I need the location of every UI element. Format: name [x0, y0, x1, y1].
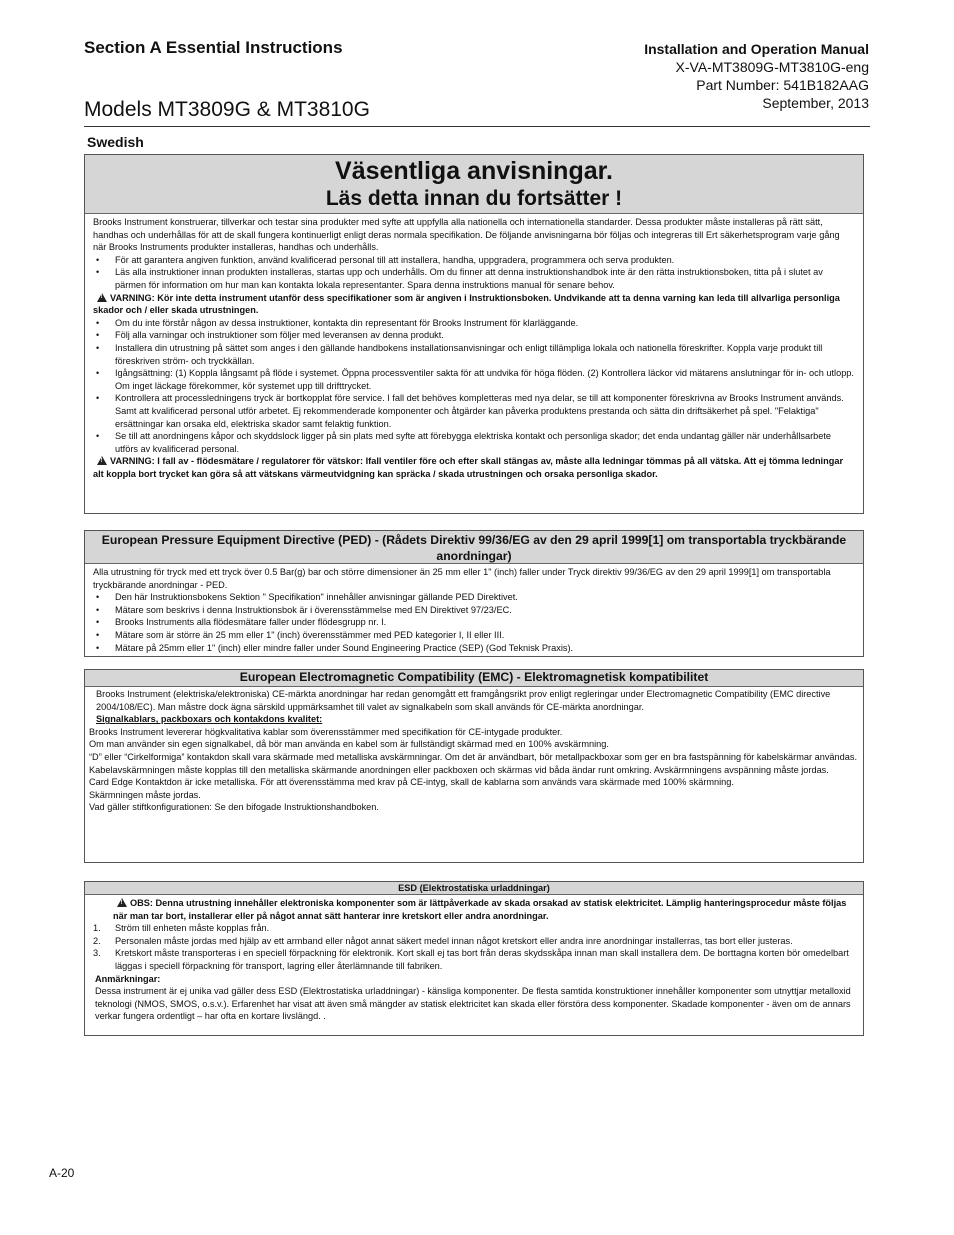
- esd-steps: [93, 922, 855, 972]
- warning-1: [93, 292, 855, 317]
- list-item: • Följ alla varningar och instruktioner som följer med leveransen av denna produkt.: [93, 329, 855, 342]
- essential-intro: Brooks Instrument konstruerar, tillverkar och testar sina produkter med syfte att uppfylla alla nationella och internationella standarder. Dessa produkter måste installeras på rätt sätt, handhas och underhållas för att de skall fungera kontinuerligt enligt deras normala specifikation. De följande anvisningarna bör följas och integreras till Ert säkerhetsprogram varje gång när Brooks Instruments produkter installeras, handhas och underhålls.: [93, 217, 840, 253]
- esd-caution-text: OBS: Denna utrustning innehåller elektroniska komponenter som är lättpåverkade av skada orsakad av statisk elektricitet. Lämplig hanteringsprocedur måste följas när man tar bort, installerar eller på något annat sätt hanterar inre kretskort eller andra anordningar.: [113, 898, 847, 921]
- header-rule: [84, 126, 870, 127]
- emc-subheading: Signalkablars, packboxars och kontakdons kvalitet:: [96, 714, 323, 725]
- emc-line: Skärmningen måste jordas.: [89, 789, 201, 800]
- step-text: Kretskort måste transporteras i en speciell förpackning för elektronik. Kort skall ej tas bort från deras skydsskåpa innan man skall installera dem. De borttagna korten bör omedelbart läggas i speciell förpackning för transport, lagring eller återlämnande till fabriken.: [115, 948, 849, 971]
- step-number: 2.: [93, 935, 101, 946]
- warning-icon: [97, 293, 107, 302]
- list-item: • Den här Instruktionsbokens Sektion " Specifikation" innehåller anvisningar gällande PED Direktivet.: [93, 591, 855, 604]
- publication-date: September, 2013: [762, 95, 869, 111]
- emc-body: [85, 687, 863, 815]
- warning-1-text: VARNING: Kör inte detta instrument utanför dess specifikationer som är angiven i Instruktionsboken. Undvikande att ta denna varning kan leda till allvarliga personliga skador och / eller skada utrustningen.: [93, 292, 840, 316]
- essential-bullets-a: [93, 254, 855, 292]
- warning-icon: [117, 898, 127, 907]
- essential-instructions-header: [85, 155, 863, 214]
- list-item: [93, 935, 855, 948]
- list-item: • Igångsättning: (1) Koppla långsamt på flöde i systemet. Öppna processventiler sakta för att undvika för höga flöden. (2) Kontrollera läckor vid mätarens anslutningar för in- och utlopp. Om inget läckage förekommer, kör systemet upp till drifttrycket.: [93, 367, 855, 392]
- manual-title: Installation and Operation Manual: [644, 41, 869, 57]
- esd-body: [85, 895, 863, 1025]
- list-item: • Mätare på 25mm eller 1" (inch) eller mindre faller under Sound Engineering Practice (SEP) (God Teknisk Praxis).: [93, 642, 855, 655]
- esd-caution: [93, 897, 855, 922]
- list-item: • Brooks Instruments alla flödesmätare faller under flödesgrupp nr. I.: [93, 616, 855, 629]
- emc-intro: Brooks Instrument (elektriska/elektroniska) CE-märkta anordningar har redan genomgått ett framgångsrikt prov enligt regleringar under Electromagnetic Compatibility (EMC directive 2004/108/EC). Man måstre dock ägna särskild uppmärksamhet till valet av signalkabeln som skall används för CE-märkta anordningar.: [96, 689, 831, 712]
- warning-icon: [97, 456, 107, 465]
- essential-title: Väsentliga anvisningar.: [335, 157, 613, 185]
- ped-title: European Pressure Equipment Directive (PED) - (Rådets Direktiv 99/36/EG av den 29 april 1999[1] om transportabla tryckbärande anordningar): [85, 531, 863, 564]
- emc-title: European Electromagnetic Compatibility (EMC) - Elektromagnetisk kompatibilitet: [85, 670, 863, 687]
- list-item: [93, 922, 855, 935]
- essential-bullets-b: [93, 317, 855, 456]
- esd-notes: Dessa instrument är ej unika vad gäller dess ESD (Elektrostatiska urladdningar) - känsliga komponenter. De flesta samtida konstruktioner innehåller komponenter som utnyttjar metalloxid teknologi (NMOS, SMOS, o.s.v.). Erfarenhet har visat att även små mängder av statisk elektricitet kan skada eller förstöra dess komponenter. Skadade komponenter - även om de annars verkar fungera ordentligt – har ofta en kortare livslängd. .: [95, 986, 851, 1022]
- step-text: Personalen måste jordas med hjälp av ett armband eller något annat säkert medel innan något kretskort eller andra inre anordningar installerras, tas bort eller justeras.: [115, 935, 793, 946]
- list-item: • Se till att anordningens kåpor och skyddslock ligger på sin plats med syfte att förebygga elektriska kontakt och personliga skador; det enda undantag gäller när underhållsarbete utförs av kvalificerad personal.: [93, 430, 855, 455]
- list-item: • För att garantera angiven funktion, använd kvalificerad personal till att installera, handha, uppgradera, programmera och serva produkten.: [93, 254, 855, 267]
- emc-line: Brooks Instrument levererar högkvalitativa kablar som överensstämmer med specifikation för CE-intygade produkter.: [89, 726, 563, 737]
- step-number: 1.: [93, 923, 101, 934]
- step-text: Ström till enheten måste kopplas från.: [115, 923, 270, 934]
- warning-2: [93, 455, 855, 480]
- language-label: Swedish: [87, 134, 144, 150]
- ped-body: [85, 564, 863, 656]
- emc-line: Card Edge Kontaktdon är icke metalliska. För att överensstämma med krav på CE-intyg, skall de kablarna som används vara skärmade med 100% skärmning.: [89, 777, 734, 788]
- emc-line: Kabelavskärmningen måste kopplas till den metalliska skärmande anordningen eller packboxen och skärmas vid båda ändar runt omkring. Avskärmningens avspänning måste jordas.: [89, 764, 829, 775]
- doc-number: X-VA-MT3809G-MT3810G-eng: [675, 59, 869, 75]
- esd-notes-heading: Anmärkningar:: [95, 973, 161, 984]
- list-item: • Kontrollera att processledningens tryck är bortkopplat före service. I fall det behöves kompletteras med nya delar, se till att komponenter föreskrivna av Brooks Instrument används. Samt att kvalificerad personal utför arbetet. Ej rekommenderade komponenter och åtgärder kan påverka produktens prestanda och sätta din driftsäkerhet på spel. "Felaktiga" ersättningar kan orsaka eld, elektriska skador samt felaktig funktion.: [93, 392, 855, 430]
- ped-bullets: [93, 591, 855, 654]
- list-item: • Mätare som beskrivs i denna Instruktionsbok är i överensstämmelse med EN Direktivet 97/23/EC.: [93, 604, 855, 617]
- section-title: Section A Essential Instructions: [84, 38, 343, 57]
- ped-intro: Alla utrustning för tryck med ett tryck över 0.5 Bar(g) bar och större dimensioner än 25 mm eller 1" (inch) faller under Tryck direktiv 99/36/EG av den 29 april 1999[1] om transportabla tryckbärande anordningar - PED.: [93, 567, 831, 590]
- warning-2-text: VARNING: I fall av - flödesmätare / regulatorer för vätskor: Ifall ventiler före och efter skall stängas av, måste alla ledningar tömmas på all vätska. Att ej tömma ledningar alt koppla bort trycket kan göra så att vätskans värmeutvidgning kan spräcka / skada utrustningen och orsaka personliga skador.: [93, 456, 844, 479]
- ped-box: [84, 530, 864, 657]
- models-title: Models MT3809G & MT3810G: [84, 98, 370, 121]
- esd-box: [84, 881, 864, 1036]
- list-item: [93, 947, 855, 972]
- emc-line: Vad gäller stiftkonfigurationen: Se den bifogade Instruktionshandboken.: [89, 802, 379, 813]
- esd-title: ESD (Elektrostatiska urladdningar): [85, 882, 863, 895]
- essential-body: [85, 214, 863, 482]
- list-item: • Mätare som är större än 25 mm eller 1" (inch) överensstämmer med PED kategorier I, II eller III.: [93, 629, 855, 642]
- emc-box: [84, 669, 864, 863]
- doc-info: [644, 40, 869, 112]
- list-item: • Läs alla instruktioner innan produkten installeras, startas upp och underhålls. Om du finner att denna instruktionshandbok inte är den rätta instruktionsboken, titta på i slutet av pärmen för information om hur man kan kontakta lokala representanter. Spara denna instruktions manual för senare behov.: [93, 266, 855, 291]
- list-item: • Installera din utrustning på sättet som anges i den gällande handbokens installationsanvisningar och enligt tillämpliga lokala och nationella föreskrifter. Koppla varje produkt till föreskriven ström- och tryckkällan.: [93, 342, 855, 367]
- part-number: Part Number: 541B182AAG: [696, 77, 869, 93]
- list-item: • Om du inte förstår någon av dessa instruktioner, kontakta din representant för Brooks Instrument för klarläggande.: [93, 317, 855, 330]
- emc-line: Om man använder sin egen signalkabel, då bör man använda en kabel som är fullständigt skärmad med en 100% avskärmning.: [89, 739, 609, 750]
- page-number: A-20: [49, 1166, 75, 1180]
- essential-subtitle: Läs detta innan du fortsätter !: [325, 187, 623, 210]
- essential-instructions-box: [84, 154, 864, 514]
- step-number: 3.: [93, 948, 101, 959]
- emc-line: “D” eller “Cirkelformiga” kontakdon skall vara skärmade med metalliska avskärmningar. Om det är användbart, bör metallpackboxar som ger en bra fastspänning för kabelskärmar användas.: [89, 751, 858, 762]
